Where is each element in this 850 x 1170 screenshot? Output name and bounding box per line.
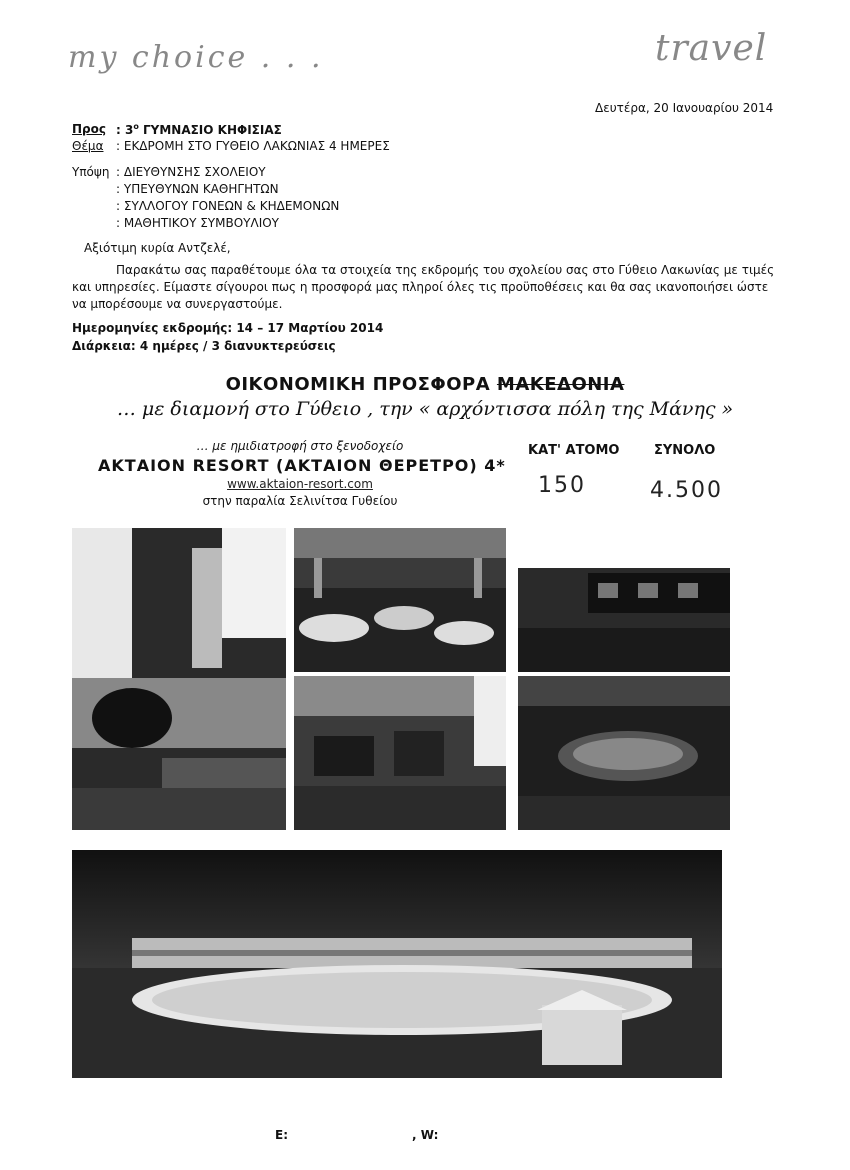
body-paragraph: Παρακάτω σας παραθέτουμε όλα τα στοιχεία της εκδρομής του σχολείου σας στο Γύθειο Λακωνίας με τιμές και υπηρεσίες. Είμαστε σίγουροι πως η προσφορά μας πληροί όλες τις προϋποθέσεις και θα σας ικανοποιήσει ώστε να μπορέσουμε να συνεργαστούμε. [72,263,775,311]
hotel-location: στην παραλία Σελινίτσα Γυθείου [202,494,398,508]
attention-item: : ΔΙΕΥΘΥΝΣΗΣ ΣΧΟΛΕΙΟΥ [116,165,266,179]
restaurant-photo [294,528,506,672]
logo-my-choice: my choice . . . [68,40,324,75]
letter-date: Δευτέρα, 20 Ιανουαρίου 2014 [595,101,774,115]
total-price: 4.500 [650,478,723,503]
offer-subtitle: … με διαμονή στο Γύθειο , την « αρχόντισσα πόλη της Μάνης » [116,398,734,420]
per-person-price: 150 [538,473,586,498]
pool-area-photo [72,850,722,1078]
dining-room-photo [518,676,730,830]
attention-item: : ΥΠΕΥΘΥΝΩΝ ΚΑΘΗΓΗΤΩΝ [116,182,279,196]
total-header: ΣΥΝΟΛΟ [654,443,716,458]
trip-duration: Διάρκεια: 4 ημέρες / 3 διανυκτερεύσεις [72,339,336,353]
per-person-header: ΚΑΤ' ΑΤΟΜΟ [528,443,620,458]
to-value: : $3^o$ ΓΥΜΝΑΣΙΟ ΚΗΦΙΣΙΑΣ [116,122,282,137]
trip-dates: Ημερομηνίες εκδρομής: 14 – 17 Μαρτίου 2014 [72,321,384,335]
hotel-lobby-photo [72,528,286,830]
lounge-photo [294,676,506,830]
attention-item: : ΜΑΘΗΤΙΚΟΥ ΣΥΜΒΟΥΛΙΟΥ [116,216,280,230]
footer-web-label: , W: [412,1128,439,1142]
greeting: Αξιότιμη κυρία Αντζελέ, [84,241,231,255]
footer-email-label: E: [275,1128,288,1142]
meal-plan: … με ημιδιατροφή στο ξενοδοχείο [196,439,404,453]
hotel-website-link[interactable]: www.aktaion-resort.com [227,477,373,491]
attention-label: Υπόψη [72,165,110,179]
subject-label: Θέμα [72,139,104,153]
hotel-night-exterior-photo [518,528,730,672]
offer-title-struck: ΜΑΚΕΔΟΝΙΑ [496,374,625,395]
offer-title: ΟΙΚΟΝΟΜΙΚΗ ΠΡΟΣΦΟΡΑ ΜΑΚΕΔΟΝΙΑ [225,374,625,395]
logo-travel: travel [655,28,768,69]
subject-value: : ΕΚΔΡΟΜΗ ΣΤΟ ΓΥΘΕΙΟ ΛΑΚΩΝΙΑΣ 4 ΗΜΕΡΕΣ [116,139,390,153]
hotel-name: ΑΚΤΑΙΟΝ RESORT (ΑΚΤΑΙΟΝ ΘΕΡΕΤΡΟ) 4* [98,456,506,475]
attention-item: : ΣΥΛΛΟΓΟΥ ΓΟΝΕΩΝ & ΚΗΔΕΜΟΝΩΝ [116,199,340,213]
to-label: Προς [72,122,106,136]
